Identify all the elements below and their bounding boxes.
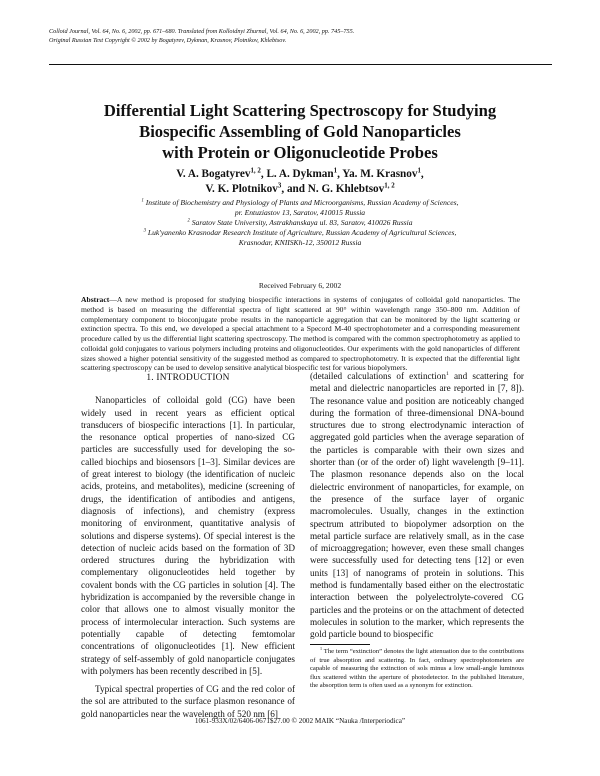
affiliation-number: 1: [141, 198, 144, 204]
affiliation-number: 3: [143, 228, 146, 234]
author-name: V. A. Bogatyrev: [176, 168, 251, 180]
body-paragraph: Nanoparticles of colloidal gold (CG) have been widely used in recent years as efficient optical transducers of biospecific interactions [1]. In particular, the resonance optical properties of nano-sized CG particles are successfully used for developing the so-called biochips and biosensors [1–3]. Similar devices are of great interest to biology (the identification of nucleic acids, proteins, and metabolites), medicine (screening of drugs, the identification of antibodies and antigens, diagnosis of infections), and chemistry (express monitoring of environment, quantitative analysis of solutions and disperse systems). Of special interest is the detection of nucleic acids based on the formation of 3D ordered structures during the hybridization with complementary oligonucleotides held together by covalent bonds with the CG particles in solution [4]. The hybridization is accompanied by the reversible change in color that allows one to almost visually monitor the process of intermolecular interaction. Such systems are potentially capable of detecting femtomolar concentrations of oligonucleotides [1]. New efficient strategy of self-assembly of gold nanoparticle conjugates with polymers has been recently described in [5].: [81, 395, 295, 676]
affiliation-text: Luk'yanenko Krasnodar Research Institute of Agriculture, Russian Academy of Agricultural Sciences,: [147, 227, 457, 237]
title-line-2: Biospecific Assembling of Gold Nanoparticles: [139, 122, 461, 141]
author-list: [40, 167, 560, 196]
abstract: [81, 295, 520, 373]
authors-line-1: [40, 167, 560, 182]
title-line-1: Differential Light Scattering Spectroscopy for Studying: [103, 101, 497, 120]
affiliation-3: [60, 228, 540, 248]
footnote-body: The term “extinction” denotes the light attenuation due to the contributions of true absorption and scattering. In fact, ordinary spectrophotometers are capable of measuring the extinction of sols minus a low small-angle luminous flux scattered within the aperture of photodetector. In the published literature, the absorption term is often used as a synonym for extinction.: [310, 648, 524, 689]
author-affil-mark: 1, 2: [250, 166, 261, 175]
author-name: N. G. Khlebtsov: [307, 182, 385, 195]
author-affil-mark: 1: [333, 166, 338, 175]
received-date: Received February 6, 2002: [258, 281, 342, 290]
author-separator: ,: [337, 168, 343, 180]
author-name: Ya. M. Krasnov: [342, 168, 418, 180]
affiliation-text: Saratov State University, Astrakhanskaya ul. 83, Saratov, 410026 Russia: [191, 217, 413, 227]
affiliations: [60, 198, 540, 248]
right-column: [310, 370, 524, 641]
author-name: V. K. Plotnikov: [205, 182, 278, 195]
body-text: and scattering for metal and dielectric nanoparticles are reported in [7, 8]). The resonance value and position are noticeably changed during the formation of three-dimensional DNA-bound structures due to strong electrodynamic interaction of aggregated gold particles when the average separation of the particles is comparable with their own sizes and shorter than (or of the order of) light wavelength [9–11]. The plasmon resonance depends also on the local dielectric environment of nanoparticles, for example, on the presence of the surface layer of organic macromolecules. Usually, changes in the extinction spectrum attributed to biopolymer adsorption on the metal particle surface are relatively small, as in the case of microaggregation; however, even these small changes were successfully used for detecting tens [12] or even units [13] of nanograms of protein in solutions. This method is fundamentally based either on the electrostatic interaction between the polyelectrolyte-covered CG particles and the proteins or on the attachment of detected molecules in solution to the marker, which represents the gold particle bound to biospecific: [310, 371, 524, 640]
footnote-text: [310, 645, 524, 691]
journal-header: [49, 28, 549, 45]
author-separator: , and: [281, 182, 308, 195]
header-rule: [49, 64, 552, 65]
footnote-marker: 1: [445, 370, 449, 377]
affiliation-2: [60, 218, 540, 228]
affiliation-text: Institute of Biochemistry and Physiology of Plants and Microorganisms, Russian Academy of Sciences,: [145, 198, 459, 207]
authors-line-2: [40, 182, 560, 197]
body-paragraph: Typical spectral properties of CG and the red color of the sol are attributed to the surface plasmon resonance of gold nanoparticles near the wavelength of 520 nm [6]: [81, 684, 295, 719]
abstract-label: Abstract: [81, 295, 110, 304]
author-affil-mark: 1, 2: [384, 180, 395, 189]
author-separator: ,: [420, 168, 424, 180]
footnote: [310, 645, 524, 691]
header-line-1: Colloid Journal, Vol. 64, No. 6, 2002, pp. 671–680. Translated from Kolloidnyi Zhurnal, Vol. 64, No. 6, 2002, pp. 745–755.: [49, 28, 355, 35]
affiliation-1: [60, 198, 540, 218]
section-heading: 1. INTRODUCTION: [146, 373, 230, 383]
left-column: [81, 370, 295, 720]
title-line-3: with Protein or Oligonucleotide Probes: [162, 143, 438, 162]
body-paragraph: [310, 370, 524, 641]
body-text: (detailed calculations of extinction: [310, 371, 446, 381]
affiliation-text: pr. Entuziastov 13, Saratov, 410015 Russia: [234, 207, 366, 217]
abstract-text: —A new method is proposed for studying biospecific interactions in systems of conjugates of colloidal gold nanoparticles. The method is based on measuring the differential spectra of light scattered at 90° within wavelength range 350–800 nm. Addition of complementary component to bioconjugate probe results in the nanoparticle aggregation that can be monitored by the light scattering or extinction spectra. To this end, we developed a special attachment to a Specord M-40 spectrophotometer and a corresponding measurement procedure called by us the differential light scattering spectroscopy. The method is compared with the common spectrophotometry as applied to colloidal gold conjugates to various polymers including proteins and oligonucleotides. Our experiments with the gold nanoparticles of different sizes showed a higher potential sensitivity of the suggested method as compared to spectrophotometry. It is expected that the differential light scattering spectroscopy can be used to develop sensitive analytical biospecific test for various biopolymers.: [81, 295, 520, 373]
author-affil-mark: 3: [277, 180, 282, 189]
author-affil-mark: 1: [417, 166, 421, 175]
copyright-footer: 1061-933X/02/6406-0671$27.00 © 2002 MAIK “Nauka /Interperiodica”: [194, 717, 406, 725]
header-line-2: Original Russian Text Copyright © 2002 by Bogatyrev, Dykman, Krasnov, Plotnikov, Khlebtsov.: [49, 36, 287, 44]
affiliation-number: 2: [187, 218, 190, 224]
author-separator: ,: [260, 168, 267, 180]
paper-title: [40, 100, 560, 163]
footnote-rule: [310, 644, 370, 645]
affiliation-text: Krasnodar, KNIISKh-12, 350012 Russia: [238, 237, 362, 247]
author-name: L. A. Dykman: [266, 168, 334, 180]
footnote-number: 1: [320, 645, 323, 651]
